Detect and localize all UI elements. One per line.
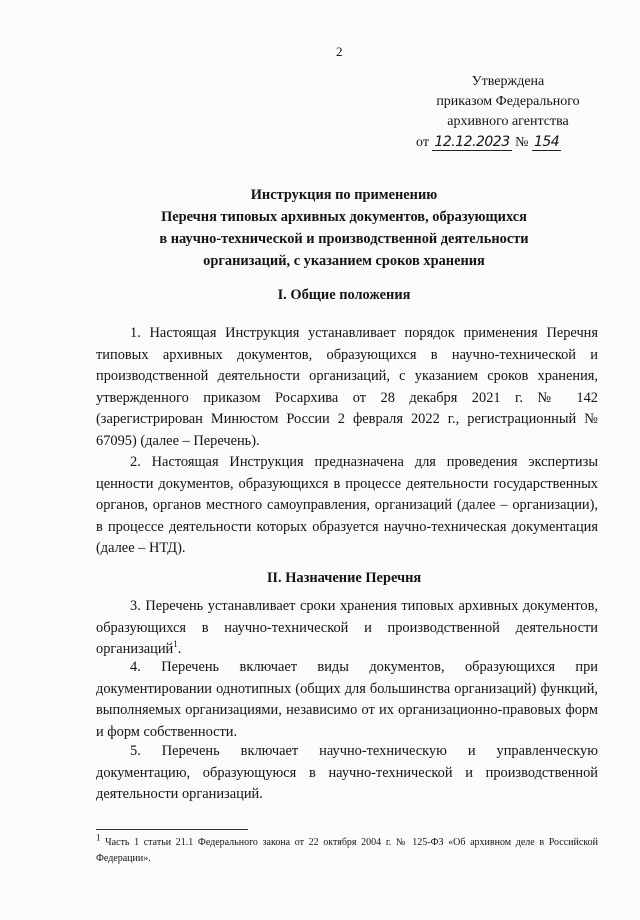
handwritten-number: 154 bbox=[533, 134, 560, 150]
date-prefix: от bbox=[416, 135, 429, 150]
title-line-4: организаций, с указанием сроков хранения bbox=[203, 253, 485, 269]
paragraph-3 bbox=[96, 596, 598, 661]
approval-stamp bbox=[408, 72, 608, 153]
title-line-1: Инструкция по применению bbox=[250, 187, 438, 203]
handwritten-date: 12.12.2023 bbox=[434, 134, 510, 150]
paragraph-2: 2. Настоящая Инструкция предназначена для проведения экспертизы ценности документов, образующихся в процессе деятельности государственных органов, органов местного самоуправления, организаций (далее – организации), в процессе деятельности которых образуется научно-техническая документация (далее – НТД). bbox=[96, 454, 598, 556]
paragraph-3-text: 3. Перечень устанавливает сроки хранения типовых архивных документов, образующихся в научно-технической и производственной деятельности организаций bbox=[96, 598, 598, 657]
page-number: 2 bbox=[336, 44, 343, 59]
approval-line-3: архивного агентства bbox=[447, 114, 569, 129]
section-1-heading: I. Общие положения bbox=[277, 287, 411, 303]
approval-line-2: приказом Федерального bbox=[436, 94, 580, 109]
paragraph-1: 1. Настоящая Инструкция устанавливает порядок применения Перечня типовых архивных документов, образующихся в научно-технической и производственной деятельности организаций, с указанием сроков хранения, утвержденного приказом Росархива от 28 декабря 2021 г. № 142 (зарегистрирован Минюстом России 2 февраля 2022 г., регистрационный № 67095) (далее – Перечень). bbox=[96, 325, 598, 449]
title-line-3: в научно-технической и производственной деятельности bbox=[159, 231, 529, 247]
approval-date-row bbox=[408, 132, 608, 153]
footnote bbox=[96, 832, 598, 867]
footnote-divider bbox=[96, 829, 248, 830]
approval-line-1: Утверждена bbox=[471, 74, 545, 89]
paragraph-4: 4. Перечень включает виды документов, образующихся при документировании однотипных (общих для большинства организаций) функций, выполняемых организациями, независимо от их организационно-правовых форм и форм собственности. bbox=[96, 659, 598, 740]
document-title bbox=[96, 184, 592, 272]
section-2-heading: II. Назначение Перечня bbox=[266, 570, 422, 586]
paragraph-5: 5. Перечень включает научно-техническую и управленческую документацию, образующуюся в научно-технической и производственной деятельности организаций. bbox=[96, 743, 598, 802]
title-line-2: Перечня типовых архивных документов, образующихся bbox=[161, 209, 527, 225]
footnote-ref: 1 bbox=[173, 639, 178, 650]
number-prefix: № bbox=[515, 135, 529, 150]
footnote-text: Часть 1 статьи 21.1 Федерального закона от 22 октября 2004 г. № 125-ФЗ «Об архивном деле в Российской Федерации». bbox=[96, 837, 598, 864]
footnote-mark: 1 bbox=[96, 832, 101, 843]
paragraph-3-end: . bbox=[177, 641, 182, 657]
